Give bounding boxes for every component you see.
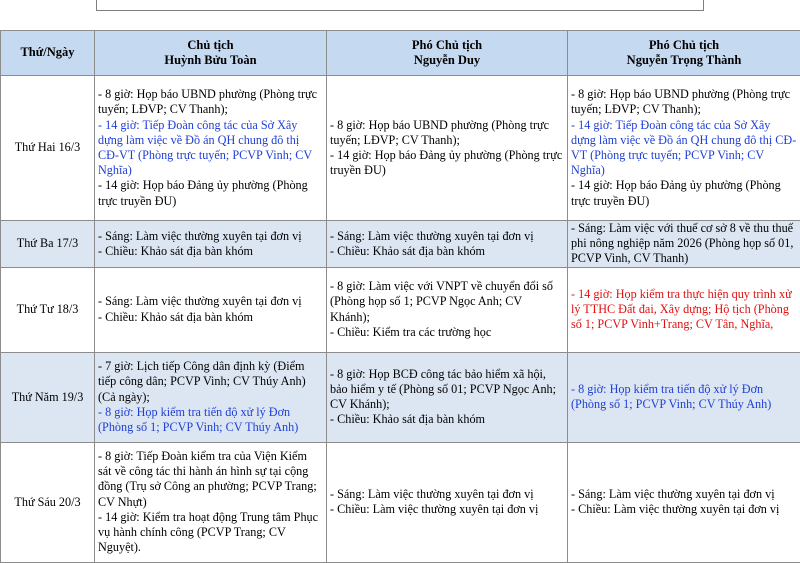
schedule-entry: - 8 giờ: Họp báo UBND phường (Phòng trực tuyến; LĐVP; CV Thanh);: [330, 118, 564, 148]
header-col1: [95, 31, 327, 76]
schedule-cell-c2: [327, 442, 568, 562]
schedule-cell-c1: [95, 221, 327, 268]
schedule-cell-c1: [95, 442, 327, 562]
schedule-entry: - 8 giờ: Họp kiểm tra tiến độ xử lý Đơn (Phòng số 1; PCVP Vinh; CV Thúy Anh): [98, 405, 323, 435]
schedule-entry: - 14 giờ: Tiếp Đoàn công tác của Sở Xây dựng làm việc về Đồ án QH chung đô thị CĐ-VT (Phòng trực tuyến; PCVP Vinh; CV Nghĩa): [98, 118, 323, 179]
header-col1-name: Huỳnh Bửu Toàn: [98, 53, 323, 68]
schedule-entry: - 14 giờ: Kiểm tra hoạt động Trung tâm Phục vụ hành chính công (PCVP Trang; CV Nguyệt).: [98, 510, 323, 556]
schedule-cell-c1: [95, 267, 327, 352]
schedule-entry: - 14 giờ: Họp báo Đảng ủy phường (Phòng trực truyền ĐU): [571, 178, 797, 208]
schedule-entry: - Chiều: Làm việc thường xuyên tại đơn vị: [571, 502, 797, 517]
schedule-entry: - Sáng: Làm việc thường xuyên tại đơn vị: [98, 294, 323, 309]
table-row: [1, 221, 800, 268]
header-col3-title: Phó Chủ tịch: [571, 38, 797, 53]
schedule-entry: - 8 giờ: Làm việc với VNPT về chuyển đổi số (Phòng họp số 1; PCVP Ngọc Anh; CV Khánh);: [330, 279, 564, 325]
schedule-entry: - 7 giờ: Lịch tiếp Công dân định kỳ (Điểm tiếp công dân; PCVP Vinh; CV Thúy Anh) (Cả ngày);: [98, 359, 323, 405]
schedule-entry: - Chiều: Khảo sát địa bàn khóm: [330, 412, 564, 427]
schedule-entry: - Chiều: Khảo sát địa bàn khóm: [330, 244, 564, 259]
schedule-entry: - Sáng: Làm việc thường xuyên tại đơn vị: [98, 229, 323, 244]
schedule-cell-c3: [568, 267, 800, 352]
day-cell: Thứ Ba 17/3: [1, 221, 95, 268]
schedule-entry: - Chiều: Khảo sát địa bàn khóm: [98, 244, 323, 259]
schedule-entry: - 14 giờ: Tiếp Đoàn công tác của Sở Xây dựng làm việc về Đồ án QH chung đô thị CĐ-VT (Phòng trực tuyến; PCVP Vinh; CV Nghĩa): [571, 118, 797, 179]
header-col1-title: Chủ tịch: [98, 38, 323, 53]
day-cell: Thứ Hai 16/3: [1, 76, 95, 221]
header-col2-name: Nguyễn Duy: [330, 53, 564, 68]
day-cell: Thứ Năm 19/3: [1, 352, 95, 442]
table-row: [1, 442, 800, 562]
schedule-cell-c2: [327, 267, 568, 352]
schedule-cell-c2: [327, 221, 568, 268]
table-row: [1, 267, 800, 352]
schedule-entry: - Sáng: Làm việc thường xuyên tại đơn vị: [330, 229, 564, 244]
schedule-entry: - 8 giờ: Họp báo UBND phường (Phòng trực tuyến; LĐVP; CV Thanh);: [98, 87, 323, 117]
header-day: [1, 31, 95, 76]
schedule-cell-c1: [95, 352, 327, 442]
schedule-entry: - 8 giờ: Họp BCĐ công tác bảo hiểm xã hội, bảo hiểm y tế (Phòng số 01; PCVP Ngọc Anh; CV Khánh);: [330, 367, 564, 413]
schedule-entry: - Sáng: Làm việc với thuế cơ sở 8 về thu thuế phi nông nghiệp năm 2026 (Phòng họp số 01, PCVP Vinh, CV Thanh): [571, 221, 797, 267]
header-col3: [568, 31, 800, 76]
header-day-label: Thứ/Ngày: [20, 45, 74, 59]
schedule-entry: - Chiều: Làm việc thường xuyên tại đơn vị: [330, 502, 564, 517]
schedule-entry: - 14 giờ: Họp kiểm tra thực hiện quy trình xử lý TTHC Đất đai, Xây dựng; Hộ tịch (Phòng số 1; PCVP Vinh+Trang; CV Tân, Nghĩa,: [571, 287, 797, 333]
schedule-entry: - 14 giờ: Họp báo Đảng ủy phường (Phòng trực truyền ĐU): [98, 178, 323, 208]
schedule-entry: - 8 giờ: Họp kiểm tra tiến độ xử lý Đơn (Phòng số 1; PCVP Vinh; CV Thúy Anh): [571, 382, 797, 412]
schedule-entry: - Sáng: Làm việc thường xuyên tại đơn vị: [330, 487, 564, 502]
schedule-cell-c3: [568, 76, 800, 221]
schedule-entry: - 8 giờ: Họp báo UBND phường (Phòng trực tuyến; LĐVP; CV Thanh);: [571, 87, 797, 117]
schedule-cell-c3: [568, 221, 800, 268]
schedule-cell-c3: [568, 352, 800, 442]
header-col2-title: Phó Chủ tịch: [330, 38, 564, 53]
schedule-cell-c3: [568, 442, 800, 562]
day-cell: Thứ Sáu 20/3: [1, 442, 95, 562]
week-caption: [96, 0, 704, 11]
schedule-entry: - Chiều: Khảo sát địa bàn khóm: [98, 310, 323, 325]
schedule-cell-c2: [327, 352, 568, 442]
schedule-entry: - Chiều: Kiểm tra các trường học: [330, 325, 564, 340]
table-row: [1, 352, 800, 442]
schedule-cell-c2: [327, 76, 568, 221]
schedule-entry: - Sáng: Làm việc thường xuyên tại đơn vị: [571, 487, 797, 502]
header-row: [1, 31, 800, 76]
schedule-entry: - 8 giờ: Tiếp Đoàn kiểm tra của Viện Kiểm sát về công tác thi hành án hình sự tại cộng đồng (Trụ sở Công an phường; PCVP Trang; CV Nhựt): [98, 449, 323, 510]
header-col3-name: Nguyễn Trọng Thành: [571, 53, 797, 68]
schedule-table: [0, 30, 800, 563]
schedule-entry: - 14 giờ: Họp báo Đảng ủy phường (Phòng trực truyền ĐU): [330, 148, 564, 178]
schedule-cell-c1: [95, 76, 327, 221]
header-col2: [327, 31, 568, 76]
table-row: [1, 76, 800, 221]
day-cell: Thứ Tư 18/3: [1, 267, 95, 352]
